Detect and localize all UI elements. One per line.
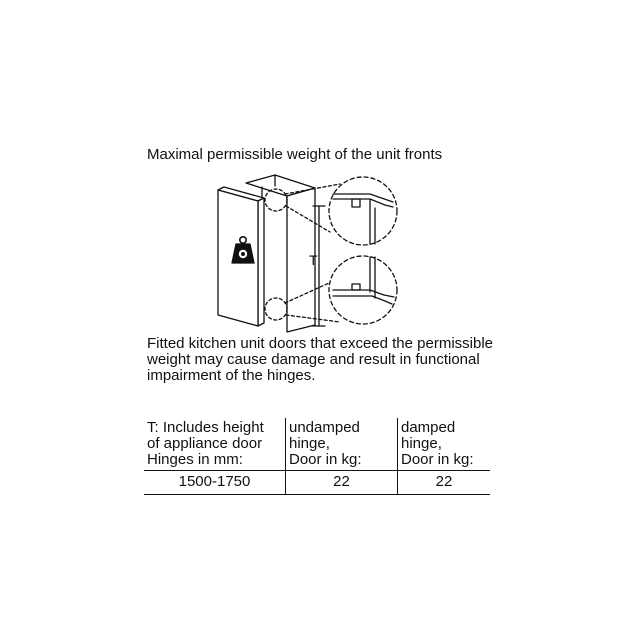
table-cell: Hinges in mm: (144, 452, 286, 471)
table-header-row (144, 452, 490, 471)
table-row (144, 471, 490, 495)
warning-line: weight may cause damage and result in functional (147, 351, 480, 368)
dimension-label: T (309, 252, 318, 268)
damped-weight-cell: 22 (398, 471, 491, 495)
table-cell: T: Includes height (147, 419, 264, 436)
hinge-diagram (210, 168, 410, 340)
table-cell: Door in kg: (398, 452, 491, 471)
warning-line: Fitted kitchen unit doors that exceed the permissible (147, 335, 494, 352)
table-cell: Door in kg: (286, 452, 398, 471)
hinge-range-cell: 1500-1750 (144, 471, 286, 495)
lower-hinge-detail (329, 256, 397, 324)
undamped-weight-cell: 22 (286, 471, 398, 495)
table-header-row (144, 418, 490, 436)
lower-hinge-marker (265, 298, 287, 320)
table-cell: damped (398, 418, 491, 436)
table-cell: undamped (286, 418, 398, 436)
weight-table (144, 418, 490, 495)
warning-text (147, 336, 497, 384)
upper-hinge-detail (329, 177, 397, 245)
table-cell: hinge, (398, 436, 491, 452)
table-header-row (144, 436, 490, 452)
warning-line: impairment of the hinges. (147, 367, 316, 384)
table-cell: of appliance door (147, 435, 263, 452)
page-heading: Maximal permissible weight of the unit fronts (147, 146, 443, 163)
table-cell: hinge, (286, 436, 398, 452)
